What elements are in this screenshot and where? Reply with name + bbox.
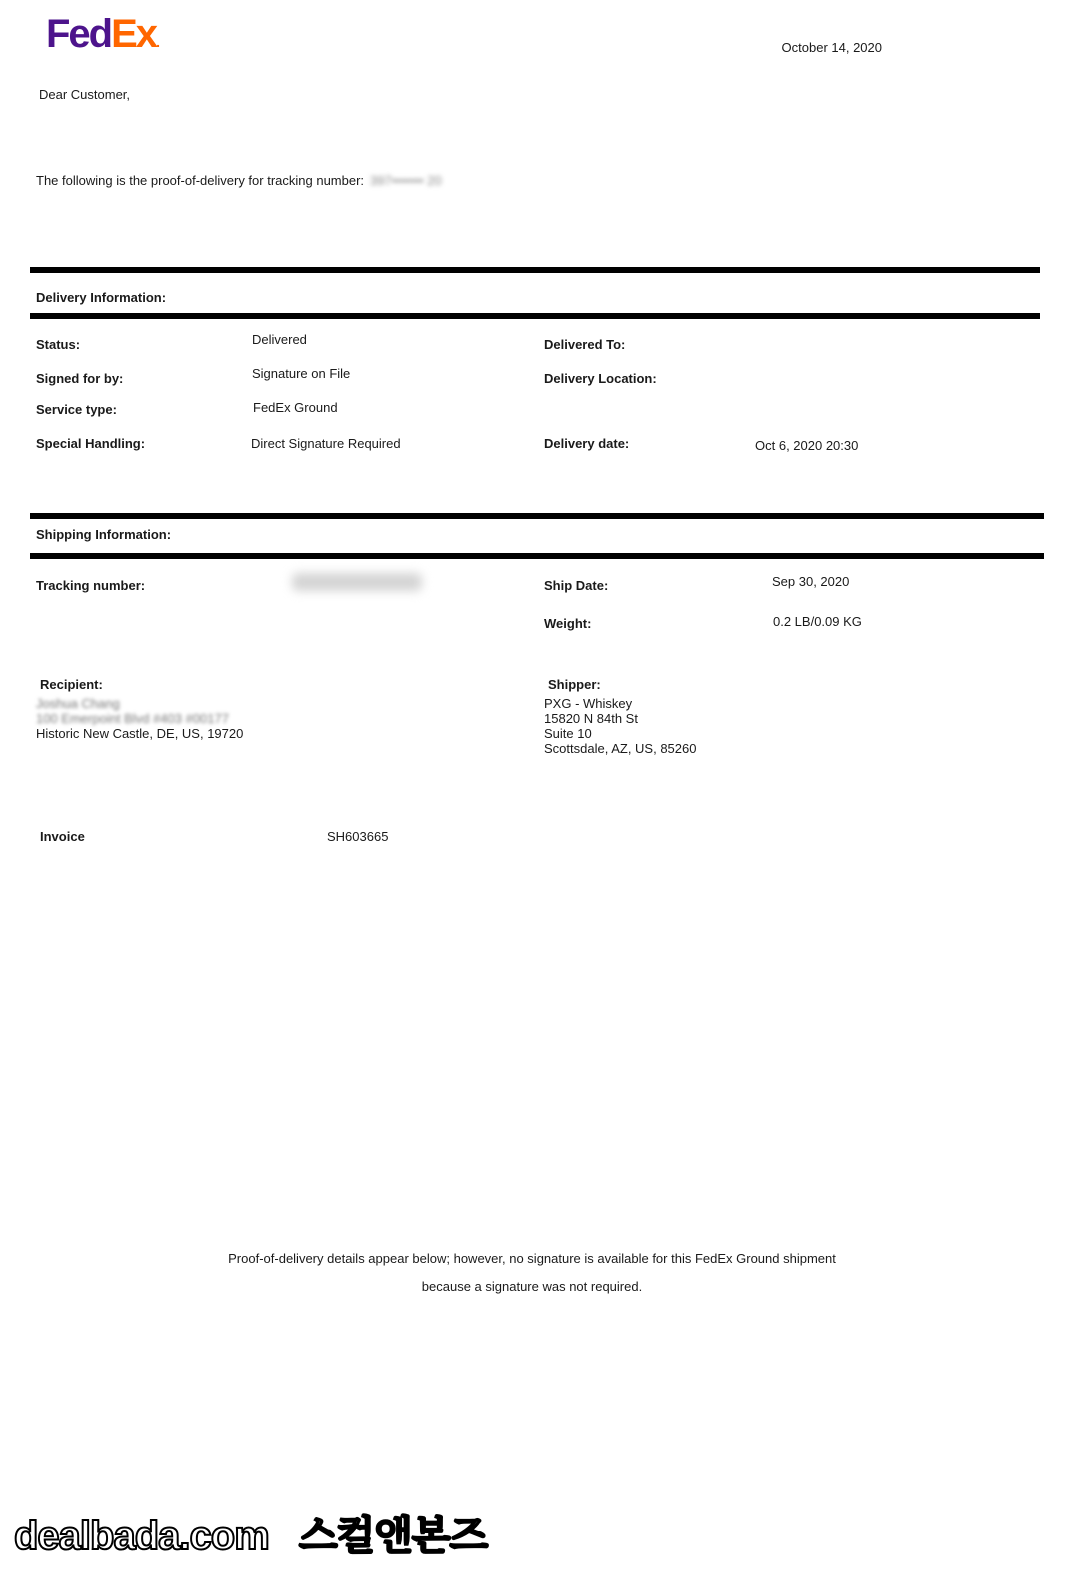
section-rule	[30, 553, 1044, 559]
pod-note-line2: because a signature was not required.	[421, 1279, 643, 1294]
delivery-date-label: Delivery date:	[544, 436, 630, 451]
shipper-line: PXG - Whiskey	[544, 696, 633, 711]
service-value: FedEx Ground	[253, 400, 338, 415]
shipper-label: Shipper:	[548, 677, 601, 692]
redacted-tracking-number	[292, 573, 422, 591]
delivery-date-value: Oct 6, 2020 20:30	[755, 438, 859, 453]
letter-date: October 14, 2020	[781, 40, 882, 55]
ship-date-label: Ship Date:	[544, 578, 609, 593]
shipper-line: Scottsdale, AZ, US, 85260	[544, 741, 697, 756]
shipper-address	[544, 696, 696, 756]
logo-fed: Fed	[46, 12, 112, 56]
delivery-section-title: Delivery Information:	[36, 290, 167, 305]
logo-dot: .	[156, 34, 160, 50]
watermark-korean: 스컬앤본즈	[298, 1514, 488, 1558]
intro-text: The following is the proof-of-delivery for tracking number:	[36, 173, 365, 188]
recipient-label: Recipient:	[40, 677, 103, 692]
greeting: Dear Customer,	[39, 87, 131, 102]
recipient-name-redacted: Joshua Chang	[36, 696, 120, 711]
service-label: Service type:	[36, 402, 117, 417]
ship-date-value: Sep 30, 2020	[772, 574, 850, 589]
watermark	[14, 1512, 487, 1560]
shipping-section-title: Shipping Information:	[36, 527, 172, 542]
handling-label: Special Handling:	[36, 436, 146, 451]
invoice-value: SH603665	[327, 829, 389, 844]
shipper-line: Suite 10	[544, 726, 592, 741]
status-value: Delivered	[252, 332, 307, 347]
delivery-location-label: Delivery Location:	[544, 371, 657, 386]
logo-ex: Ex	[111, 12, 157, 56]
signed-value: Signature on File	[252, 366, 351, 381]
pod-note	[0, 1251, 1064, 1307]
recipient-address	[36, 696, 243, 741]
weight-value: 0.2 LB/0.09 KG	[773, 614, 862, 629]
pod-note-line1: Proof-of-delivery details appear below; however, no signature is available for this FedEx Ground shipment	[228, 1251, 836, 1266]
recipient-street-redacted: 100 Emerpoint Blvd #403 #00177	[36, 711, 229, 726]
watermark-url: dealbada.com	[14, 1514, 269, 1558]
section-rule	[30, 267, 1040, 273]
recipient-city: Historic New Castle, DE, US, 19720	[36, 726, 244, 741]
intro-line	[36, 173, 442, 188]
handling-value: Direct Signature Required	[251, 436, 401, 451]
section-rule	[30, 313, 1040, 319]
tracking-label: Tracking number:	[36, 578, 146, 593]
signed-label: Signed for by:	[36, 371, 124, 386]
fedex-logo	[46, 14, 160, 54]
delivered-to-label: Delivered To:	[544, 337, 626, 352]
shipper-line: 15820 N 84th St	[544, 711, 638, 726]
tracking-number-redacted: 397••••••• 20	[370, 173, 442, 188]
invoice-label: Invoice	[40, 829, 85, 844]
weight-label: Weight:	[544, 616, 592, 631]
status-label: Status:	[36, 337, 81, 352]
section-rule	[30, 513, 1044, 519]
